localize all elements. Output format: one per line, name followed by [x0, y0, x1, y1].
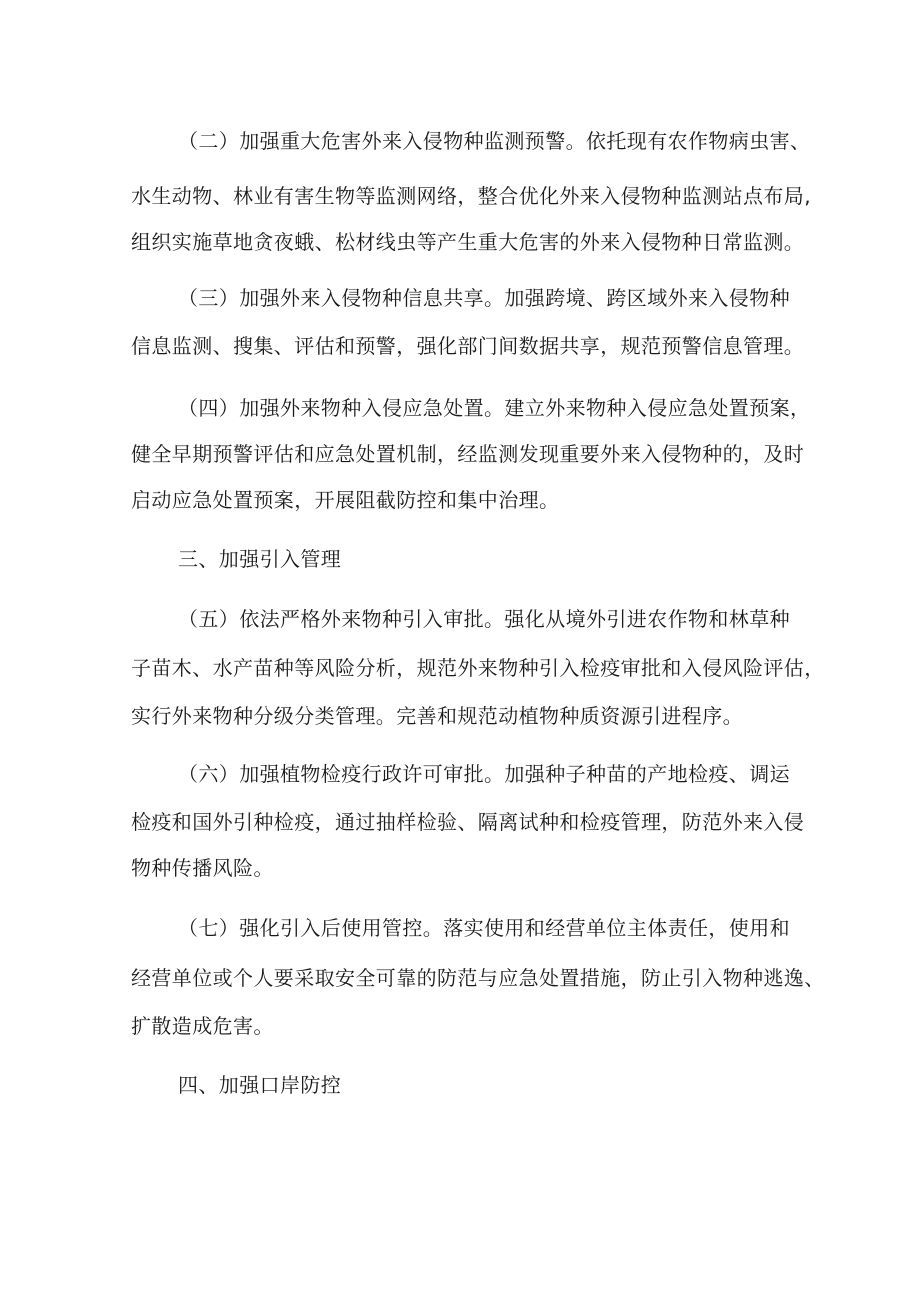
- paragraph-2-line-2: 水生动物、林业有害生物等监测网络，整合优化外来入侵物种监测站点布局,: [131, 184, 811, 208]
- paragraph-6-line-2: 检疫和国外引种检疫，通过抽样检验、隔离试种和检疫管理，防范外来入侵: [131, 810, 805, 834]
- paragraph-4-line-1: （四）加强外来物种入侵应急处置。建立外来物种入侵应急处置预案，: [178, 396, 811, 420]
- paragraph-5-line-2: 子苗木、水产苗种等风险分析，规范外来物种引入检疫审批和入侵风险评估，: [131, 656, 825, 680]
- paragraph-6-line-3: 物种传播风险。: [131, 856, 274, 880]
- section-heading-4: 四、加强口岸防控: [178, 1073, 342, 1097]
- section-heading-3: 三、加强引入管理: [178, 547, 342, 571]
- paragraph-5-line-3: 实行外来物种分级分类管理。完善和规范动植物种质资源引进程序。: [131, 704, 743, 728]
- paragraph-5-line-1: （五）依法严格外来物种引入审批。强化从境外引进农作物和林草种: [178, 607, 790, 631]
- paragraph-2-line-1: （二）加强重大危害外来入侵物种监测预警。依托现有农作物病虫害、: [178, 129, 811, 153]
- paragraph-7-line-1: （七）强化引入后使用管控。落实使用和经营单位主体责任，使用和: [178, 916, 790, 940]
- paragraph-3-line-1: （三）加强外来入侵物种信息共享。加强跨境、跨区域外来入侵物种: [178, 286, 790, 310]
- paragraph-4-line-2: 健全早期预警评估和应急处置机制，经监测发现重要外来入侵物种的，及时: [131, 442, 805, 466]
- paragraph-7-line-3: 扩散造成危害。: [131, 1014, 274, 1038]
- paragraph-4-line-3: 启动应急处置预案，开展阻截防控和集中治理。: [131, 488, 560, 512]
- paragraph-3-line-2: 信息监测、搜集、评估和预警，强化部门间数据共享，规范预警信息管理。: [131, 334, 805, 358]
- paragraph-7-line-2: 经营单位或个人要采取安全可靠的防范与应急处置措施，防止引入物种逃逸、: [131, 966, 825, 990]
- paragraph-2-line-3: 组织实施草地贪夜蛾、松材线虫等产生重大危害的外来入侵物种日常监测。: [131, 230, 805, 254]
- paragraph-6-line-1: （六）加强植物检疫行政许可审批。加强种子种苗的产地检疫、调运: [178, 762, 790, 786]
